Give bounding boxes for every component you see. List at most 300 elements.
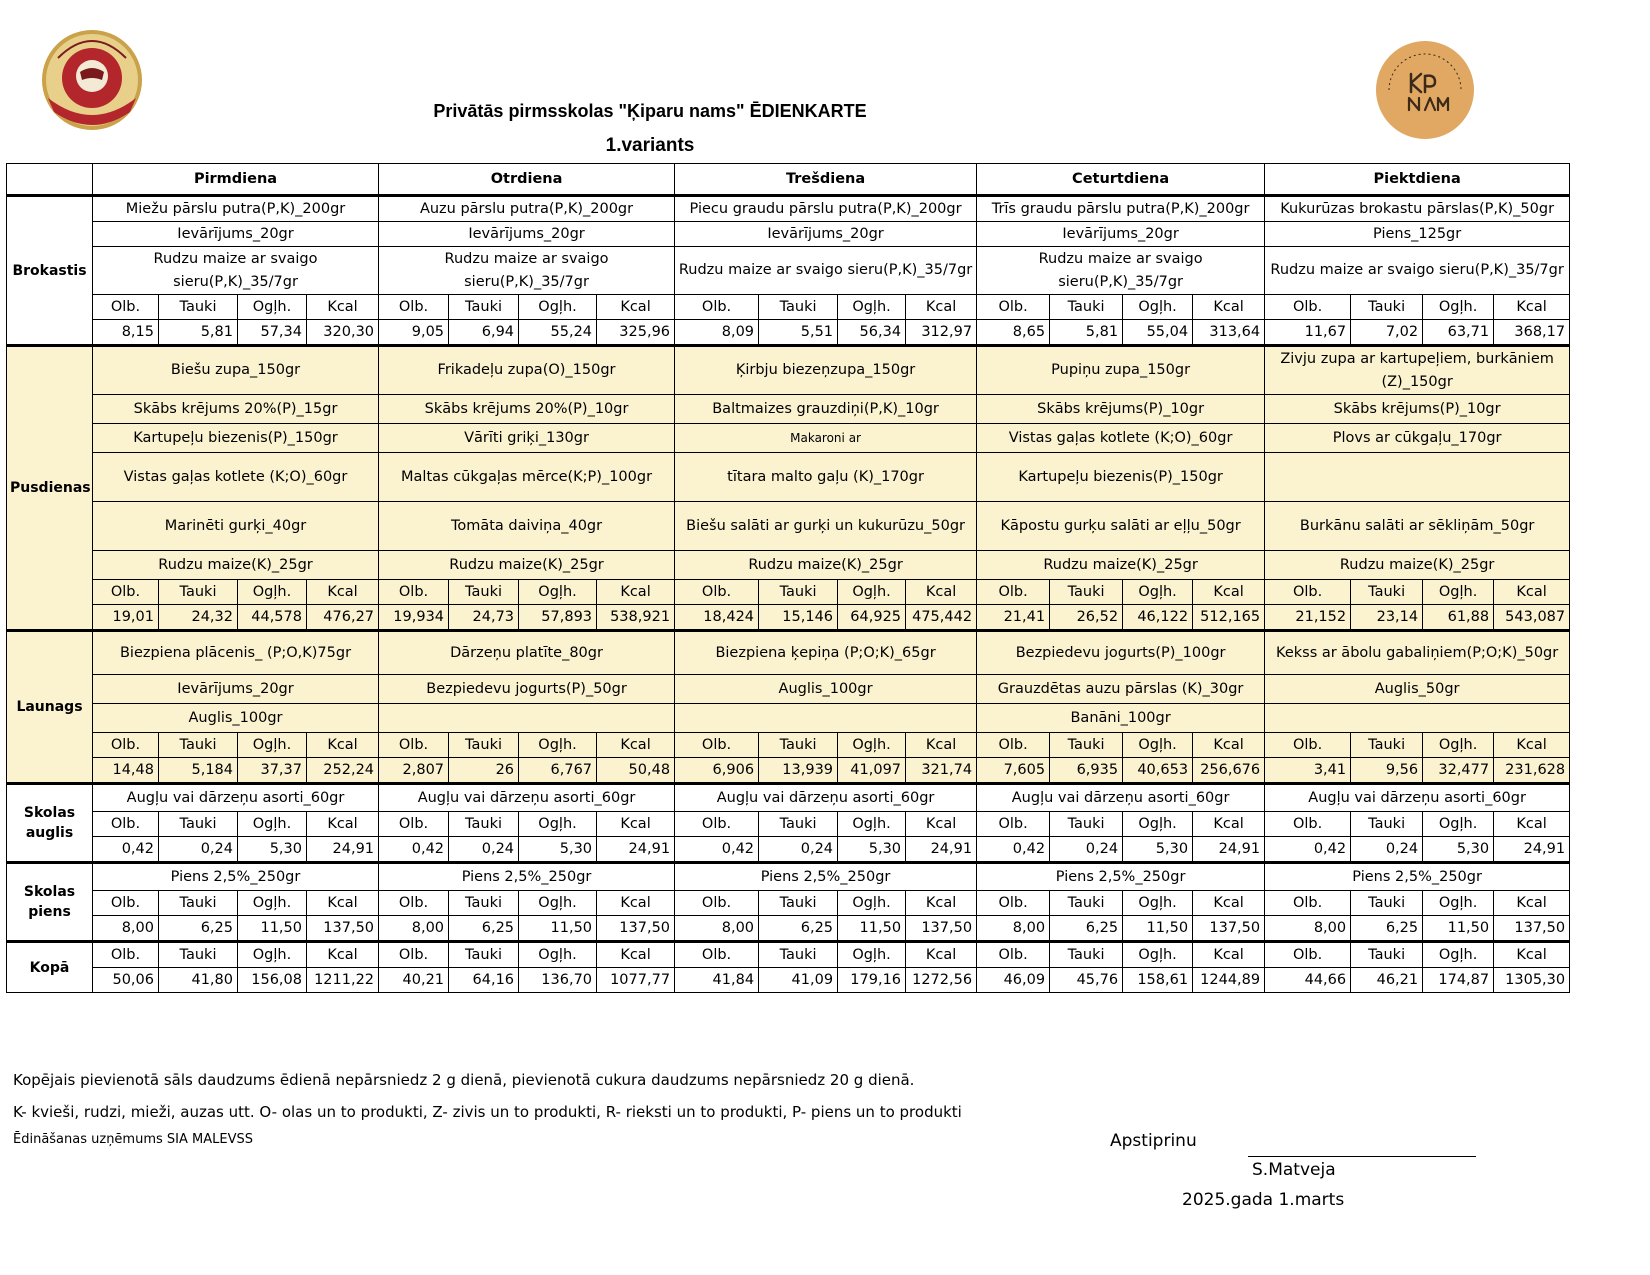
nutrient-header: Tauki: [159, 295, 238, 320]
nutrient-value: 8,00: [379, 916, 449, 942]
nutrient-value: 543,087: [1494, 605, 1570, 631]
nutrient-header: Kcal: [1494, 733, 1570, 758]
nutrient-header: Kcal: [307, 295, 379, 320]
nutrient-header: Ogļh.: [1423, 812, 1494, 837]
nutrient-value: 0,42: [675, 837, 759, 863]
nutrient-value: 312,97: [906, 320, 977, 346]
dish-row: [7, 675, 1570, 704]
nutrient-header: Kcal: [906, 891, 977, 916]
meal-label-launags: Launags: [7, 631, 93, 784]
nutrient-header: Ogļh.: [838, 942, 906, 968]
nutrient-value: 24,73: [449, 605, 519, 631]
nutrient-header: Tauki: [1351, 733, 1423, 758]
nutrient-header-row: [7, 942, 1570, 968]
nutrient-value: 19,934: [379, 605, 449, 631]
policijas-akademija-logo: [40, 28, 144, 132]
nutrient-value: 46,09: [977, 968, 1050, 993]
nutrient-value: 8,65: [977, 320, 1050, 346]
nutrient-header: Olb.: [675, 733, 759, 758]
nutrient-header: Tauki: [449, 942, 519, 968]
nutrient-header: Olb.: [379, 580, 449, 605]
nutrient-value: 325,96: [597, 320, 675, 346]
dish-cell: Pupiņu zupa_150gr: [977, 346, 1265, 395]
nutrient-value: 11,50: [1423, 916, 1494, 942]
nutrient-value: 9,05: [379, 320, 449, 346]
dish-cell: Augļu vai dārzeņu asorti_60gr: [977, 784, 1265, 812]
nutrient-header: Ogļh.: [238, 580, 307, 605]
nutrient-header: Olb.: [93, 733, 159, 758]
dish-cell: Rudzu maize ar svaigo sieru(P,K)_35/7gr: [379, 247, 675, 295]
nutrient-header: Ogļh.: [1423, 295, 1494, 320]
dish-cell: Ievārījums_20gr: [977, 222, 1265, 247]
nutrient-header: Ogļh.: [519, 580, 597, 605]
nutrient-value: 320,30: [307, 320, 379, 346]
nutrient-header: Kcal: [1494, 295, 1570, 320]
nutrient-header: Ogļh.: [1423, 733, 1494, 758]
nutrient-value: 512,165: [1193, 605, 1265, 631]
nutrient-value: 313,64: [1193, 320, 1265, 346]
dish-cell: Bezpiedevu jogurts(P)_100gr: [977, 631, 1265, 675]
nutrient-header: Ogļh.: [1423, 580, 1494, 605]
dish-cell: Frikadeļu zupa(O)_150gr: [379, 346, 675, 395]
dish-cell: Auglis_100gr: [93, 704, 379, 733]
dish-row: [7, 196, 1570, 222]
meal-label-skolas-auglis: Skolas auglis: [7, 784, 93, 863]
dish-row: [7, 631, 1570, 675]
nutrient-value: 5,30: [838, 837, 906, 863]
nutrient-value: 19,01: [93, 605, 159, 631]
dish-cell: Marinēti gurķi_40gr: [93, 502, 379, 551]
dish-cell: Rudzu maize(K)_25gr: [93, 551, 379, 580]
menu-table: [6, 163, 1570, 993]
nutrient-value: 41,80: [159, 968, 238, 993]
nutrient-header: Tauki: [759, 580, 838, 605]
nutrient-header: Olb.: [379, 295, 449, 320]
allergen-legend: K- kvieši, rudzi, mieži, auzas utt. O- olas un to produkti, Z- zivis un to produkti, R- rieksti un to produkti, P- piens un to produkti: [13, 1103, 962, 1121]
nutrient-value: 40,21: [379, 968, 449, 993]
nutrient-header: Ogļh.: [519, 733, 597, 758]
nutrient-header: Tauki: [1351, 295, 1423, 320]
nutrient-header: Kcal: [1193, 891, 1265, 916]
nutrient-value: 137,50: [1193, 916, 1265, 942]
dish-row: [7, 863, 1570, 891]
nutrient-header: Tauki: [1050, 942, 1123, 968]
nutrient-value: 6,25: [1351, 916, 1423, 942]
nutrient-header: Tauki: [759, 295, 838, 320]
nutrient-header: Olb.: [379, 812, 449, 837]
dish-cell: Ievārījums_20gr: [675, 222, 977, 247]
kiparu-nams-logo: [1375, 40, 1475, 140]
dish-cell: Skābs krējums 20%(P)_15gr: [93, 395, 379, 424]
nutrient-header: Ogļh.: [1123, 580, 1193, 605]
nutrient-value: 6,94: [449, 320, 519, 346]
nutrient-header: Tauki: [1351, 580, 1423, 605]
nutrient-header: Kcal: [1193, 812, 1265, 837]
nutrient-header: Kcal: [1494, 812, 1570, 837]
dish-cell: Rudzu maize(K)_25gr: [675, 551, 977, 580]
dish-cell: tītara malto gaļu (K)_170gr: [675, 453, 977, 502]
nutrient-header: Ogļh.: [238, 733, 307, 758]
dish-cell: Burkānu salāti ar sēkliņām_50gr: [1265, 502, 1570, 551]
menu-variant: 1.variants: [605, 135, 695, 156]
nutrient-header: Tauki: [1050, 733, 1123, 758]
nutrient-value: 6,935: [1050, 758, 1123, 784]
dish-cell: Kartupeļu biezenis(P)_150gr: [977, 453, 1265, 502]
dish-cell: Ievārījums_20gr: [93, 675, 379, 704]
nutrient-header: Ogļh.: [519, 812, 597, 837]
nutrient-header: Olb.: [977, 891, 1050, 916]
nutrient-value: 21,41: [977, 605, 1050, 631]
nutrient-value: 0,24: [1351, 837, 1423, 863]
nutrient-header: Kcal: [597, 295, 675, 320]
nutrient-value: 5,30: [238, 837, 307, 863]
nutrient-value: 1272,56: [906, 968, 977, 993]
nutrient-header: Olb.: [379, 733, 449, 758]
nutrient-header: Ogļh.: [519, 295, 597, 320]
dish-cell: [1265, 704, 1570, 733]
nutrient-value: 1077,77: [597, 968, 675, 993]
nutrient-value: 55,24: [519, 320, 597, 346]
nutrient-header: Tauki: [1050, 295, 1123, 320]
nutrient-value: 6,25: [1050, 916, 1123, 942]
dish-row: [7, 395, 1570, 424]
nutrient-header: Kcal: [1193, 942, 1265, 968]
nutrient-values-row: [7, 320, 1570, 346]
nutrient-value: 156,08: [238, 968, 307, 993]
day-header: Otrdiena: [379, 164, 675, 196]
nutrient-value: 44,578: [238, 605, 307, 631]
nutrient-header: Ogļh.: [838, 733, 906, 758]
nutrient-header-row: [7, 812, 1570, 837]
nutrient-value: 3,41: [1265, 758, 1351, 784]
dish-cell: [675, 704, 977, 733]
nutrient-header: Ogļh.: [838, 295, 906, 320]
dish-row: [7, 784, 1570, 812]
nutrient-value: 8,09: [675, 320, 759, 346]
nutrient-header-row: [7, 733, 1570, 758]
nutrient-header: Kcal: [1193, 580, 1265, 605]
corner-cell: [7, 164, 93, 196]
nutrient-header: Ogļh.: [1423, 942, 1494, 968]
page-title: Privātās pirmsskolas "Ķiparu nams" ĒDIENKARTE: [433, 101, 867, 121]
caterer-name: Ēdināšanas uzņēmums SIA MALEVSS: [13, 1132, 253, 1147]
nutrient-header: Olb.: [977, 733, 1050, 758]
nutrient-header: Olb.: [93, 891, 159, 916]
nutrient-value: 7,605: [977, 758, 1050, 784]
dish-cell: Vistas gaļas kotlete (K;O)_60gr: [977, 424, 1265, 453]
nutrient-value: 11,50: [519, 916, 597, 942]
dish-cell: Augļu vai dārzeņu asorti_60gr: [93, 784, 379, 812]
dish-cell: Baltmaizes grauzdiņi(P,K)_10gr: [675, 395, 977, 424]
nutrient-value: 64,925: [838, 605, 906, 631]
nutrient-header: Olb.: [1265, 733, 1351, 758]
dish-cell: Auzu pārslu putra(P,K)_200gr: [379, 196, 675, 222]
nutrient-value: 32,477: [1423, 758, 1494, 784]
nutrient-header: Olb.: [675, 580, 759, 605]
dish-cell: Plovs ar cūkgaļu_170gr: [1265, 424, 1570, 453]
nutrient-header: Tauki: [1351, 891, 1423, 916]
nutrient-value: 8,00: [675, 916, 759, 942]
nutrient-value: 136,70: [519, 968, 597, 993]
dish-cell: Trīs graudu pārslu putra(P,K)_200gr: [977, 196, 1265, 222]
nutrient-header: Olb.: [1265, 295, 1351, 320]
nutrient-value: 0,24: [449, 837, 519, 863]
nutrient-value: 5,30: [519, 837, 597, 863]
dish-cell: Kartupeļu biezenis(P)_150gr: [93, 424, 379, 453]
dish-cell: Augļu vai dārzeņu asorti_60gr: [379, 784, 675, 812]
nutrient-value: 11,50: [1123, 916, 1193, 942]
nutrient-header: Kcal: [1193, 295, 1265, 320]
nutrient-values-row: [7, 758, 1570, 784]
nutrient-values-row: [7, 968, 1570, 993]
nutrient-header: Ogļh.: [238, 942, 307, 968]
dish-row: [7, 222, 1570, 247]
nutrient-value: 137,50: [1494, 916, 1570, 942]
nutrient-value: 11,50: [838, 916, 906, 942]
nutrient-value: 18,424: [675, 605, 759, 631]
dish-cell: Banāni_100gr: [977, 704, 1265, 733]
nutrient-header: Tauki: [1351, 812, 1423, 837]
nutrient-header: Kcal: [597, 942, 675, 968]
nutrient-header: Tauki: [759, 942, 838, 968]
nutrient-header: Olb.: [1265, 580, 1351, 605]
nutrient-header: Kcal: [1193, 733, 1265, 758]
approve-label: Apstiprinu: [1110, 1131, 1197, 1151]
salt-sugar-note: Kopējais pievienotā sāls daudzums ēdienā nepārsniedz 2 g dienā, pievienotā cukura daudzums nepārsniedz 20 g dienā.: [13, 1071, 915, 1089]
nutrient-value: 137,50: [906, 916, 977, 942]
nutrient-header: Tauki: [449, 812, 519, 837]
nutrient-value: 24,91: [1494, 837, 1570, 863]
dish-cell: Biešu zupa_150gr: [93, 346, 379, 395]
dish-row: [7, 247, 1570, 295]
nutrient-header: Ogļh.: [1423, 891, 1494, 916]
meal-label-brokastis: Brokastis: [7, 196, 93, 346]
nutrient-value: 6,906: [675, 758, 759, 784]
dish-cell: Biezpiena ķepiņa (P;O;K)_65gr: [675, 631, 977, 675]
dish-cell: Rudzu maize ar svaigo sieru(P,K)_35/7gr: [977, 247, 1265, 295]
nutrient-value: 5,81: [159, 320, 238, 346]
nutrient-value: 56,34: [838, 320, 906, 346]
nutrient-header: Olb.: [93, 812, 159, 837]
nutrient-value: 0,24: [759, 837, 838, 863]
dish-cell: Piens_125gr: [1265, 222, 1570, 247]
nutrient-value: 26: [449, 758, 519, 784]
nutrient-value: 174,87: [1423, 968, 1494, 993]
nutrient-value: 1244,89: [1193, 968, 1265, 993]
nutrient-value: 0,24: [159, 837, 238, 863]
nutrient-value: 5,81: [1050, 320, 1123, 346]
nutrient-values-row: [7, 916, 1570, 942]
nutrient-value: 256,676: [1193, 758, 1265, 784]
nutrient-header: Ogļh.: [519, 891, 597, 916]
nutrient-value: 5,184: [159, 758, 238, 784]
dish-row: [7, 704, 1570, 733]
nutrient-header: Ogļh.: [238, 812, 307, 837]
dish-cell: Biešu salāti ar gurķi un kukurūzu_50gr: [675, 502, 977, 551]
nutrient-header: Kcal: [307, 580, 379, 605]
dish-cell: Kāpostu gurķu salāti ar eļļu_50gr: [977, 502, 1265, 551]
nutrient-value: 8,15: [93, 320, 159, 346]
nutrient-header: Kcal: [597, 580, 675, 605]
nutrient-header: Ogļh.: [238, 295, 307, 320]
nutrient-header: Kcal: [1494, 891, 1570, 916]
nutrient-value: 46,21: [1351, 968, 1423, 993]
signature-line: [1248, 1156, 1476, 1157]
nutrient-value: 0,42: [93, 837, 159, 863]
nutrient-value: 41,097: [838, 758, 906, 784]
nutrient-header: Kcal: [906, 942, 977, 968]
dish-row: [7, 502, 1570, 551]
nutrient-value: 50,48: [597, 758, 675, 784]
nutrient-value: 158,61: [1123, 968, 1193, 993]
nutrient-values-row: [7, 605, 1570, 631]
nutrient-value: 0,42: [1265, 837, 1351, 863]
dish-cell: Skābs krējums 20%(P)_10gr: [379, 395, 675, 424]
nutrient-value: 24,91: [906, 837, 977, 863]
nutrient-header: Ogļh.: [1123, 891, 1193, 916]
nutrient-header: Olb.: [379, 942, 449, 968]
nutrient-value: 1211,22: [307, 968, 379, 993]
nutrient-header: Tauki: [449, 733, 519, 758]
dish-cell: Rudzu maize ar svaigo sieru(P,K)_35/7gr: [1265, 247, 1570, 295]
nutrient-value: 8,00: [977, 916, 1050, 942]
dish-cell: Piens 2,5%_250gr: [93, 863, 379, 891]
nutrient-header-row: [7, 891, 1570, 916]
nutrient-value: 57,893: [519, 605, 597, 631]
nutrient-value: 5,30: [1423, 837, 1494, 863]
nutrient-header: Tauki: [159, 891, 238, 916]
nutrient-value: 14,48: [93, 758, 159, 784]
nutrient-header: Ogļh.: [1123, 295, 1193, 320]
nutrient-value: 6,767: [519, 758, 597, 784]
dish-cell: [1265, 453, 1570, 502]
nutrient-value: 6,25: [759, 916, 838, 942]
nutrient-header: Olb.: [675, 295, 759, 320]
nutrient-header: Kcal: [597, 812, 675, 837]
dish-cell: Rudzu maize(K)_25gr: [379, 551, 675, 580]
dish-cell: Miežu pārslu putra(P,K)_200gr: [93, 196, 379, 222]
nutrient-header: Olb.: [675, 891, 759, 916]
nutrient-header: Tauki: [449, 580, 519, 605]
nutrient-value: 44,66: [1265, 968, 1351, 993]
nutrient-value: 5,30: [1123, 837, 1193, 863]
dish-cell: Dārzeņu platīte_80gr: [379, 631, 675, 675]
dish-cell: Rudzu maize ar svaigo sieru(P,K)_35/7gr: [675, 247, 977, 295]
nutrient-header-row: [7, 295, 1570, 320]
nutrient-value: 0,42: [977, 837, 1050, 863]
nutrient-header: Tauki: [759, 733, 838, 758]
nutrient-header: Olb.: [977, 580, 1050, 605]
dish-row: [7, 424, 1570, 453]
meal-label-kopa: Kopā: [7, 942, 93, 993]
nutrient-header: Ogļh.: [838, 580, 906, 605]
nutrient-value: 61,88: [1423, 605, 1494, 631]
nutrient-header: Ogļh.: [838, 891, 906, 916]
dish-cell: Rudzu maize(K)_25gr: [977, 551, 1265, 580]
nutrient-header: Kcal: [906, 295, 977, 320]
nutrient-value: 1305,30: [1494, 968, 1570, 993]
header-row: [7, 164, 1570, 196]
nutrient-value: 368,17: [1494, 320, 1570, 346]
dish-cell: Tomāta daiviņa_40gr: [379, 502, 675, 551]
nutrient-value: 137,50: [597, 916, 675, 942]
nutrient-header: Olb.: [93, 580, 159, 605]
dish-cell: Skābs krējums(P)_10gr: [977, 395, 1265, 424]
meal-label-pusdienas: Pusdienas: [7, 346, 93, 631]
nutrient-value: 26,52: [1050, 605, 1123, 631]
nutrient-header: Ogļh.: [1123, 942, 1193, 968]
nutrient-header: Kcal: [307, 891, 379, 916]
dish-cell: Vārīti griķi_130gr: [379, 424, 675, 453]
nutrient-value: 231,628: [1494, 758, 1570, 784]
nutrient-header: Kcal: [307, 812, 379, 837]
dish-cell: Grauzdētas auzu pārslas (K)_30gr: [977, 675, 1265, 704]
nutrient-value: 55,04: [1123, 320, 1193, 346]
nutrient-value: 24,91: [307, 837, 379, 863]
nutrient-header: Ogļh.: [519, 942, 597, 968]
nutrient-header: Kcal: [307, 733, 379, 758]
nutrient-header: Olb.: [1265, 812, 1351, 837]
nutrient-value: 40,653: [1123, 758, 1193, 784]
nutrient-value: 6,25: [159, 916, 238, 942]
dish-cell: Makaroni ar: [675, 424, 977, 453]
nutrient-value: 46,122: [1123, 605, 1193, 631]
dish-cell: Kekss ar ābolu gabaliņiem(P;O;K)_50gr: [1265, 631, 1570, 675]
dish-row: [7, 346, 1570, 395]
nutrient-header: Olb.: [1265, 891, 1351, 916]
nutrient-header: Tauki: [759, 891, 838, 916]
nutrient-header: Tauki: [159, 812, 238, 837]
nutrient-value: 7,02: [1351, 320, 1423, 346]
nutrient-header: Olb.: [93, 942, 159, 968]
dish-cell: Rudzu maize(K)_25gr: [1265, 551, 1570, 580]
nutrient-header: Kcal: [597, 891, 675, 916]
nutrient-header: Olb.: [977, 812, 1050, 837]
nutrient-header: Kcal: [307, 942, 379, 968]
nutrient-value: 23,14: [1351, 605, 1423, 631]
nutrient-value: 57,34: [238, 320, 307, 346]
nutrient-value: 11,67: [1265, 320, 1351, 346]
dish-cell: Piens 2,5%_250gr: [1265, 863, 1570, 891]
nutrient-value: 2,807: [379, 758, 449, 784]
nutrient-header: Olb.: [93, 295, 159, 320]
nutrient-value: 24,91: [597, 837, 675, 863]
nutrient-values-row: [7, 837, 1570, 863]
signer-name: S.Matveja: [1252, 1160, 1336, 1180]
dish-cell: Piens 2,5%_250gr: [379, 863, 675, 891]
nutrient-value: 8,00: [93, 916, 159, 942]
nutrient-header: Tauki: [1050, 580, 1123, 605]
nutrient-header: Olb.: [675, 812, 759, 837]
nutrient-header: Kcal: [597, 733, 675, 758]
nutrient-header: Kcal: [1494, 942, 1570, 968]
nutrient-header: Kcal: [1494, 580, 1570, 605]
dish-cell: Ķirbju biezeņzupa_150gr: [675, 346, 977, 395]
dish-cell: Augļu vai dārzeņu asorti_60gr: [675, 784, 977, 812]
nutrient-value: 0,24: [1050, 837, 1123, 863]
nutrient-value: 476,27: [307, 605, 379, 631]
day-header: Piektdiena: [1265, 164, 1570, 196]
day-header: Pirmdiena: [93, 164, 379, 196]
nutrient-value: 45,76: [1050, 968, 1123, 993]
nutrient-header: Tauki: [159, 580, 238, 605]
dish-cell: Auglis_50gr: [1265, 675, 1570, 704]
meal-label-skolas-piens: Skolas piens: [7, 863, 93, 942]
nutrient-header: Ogļh.: [838, 812, 906, 837]
dish-row: [7, 453, 1570, 502]
nutrient-header: Tauki: [449, 295, 519, 320]
nutrient-header: Ogļh.: [238, 891, 307, 916]
